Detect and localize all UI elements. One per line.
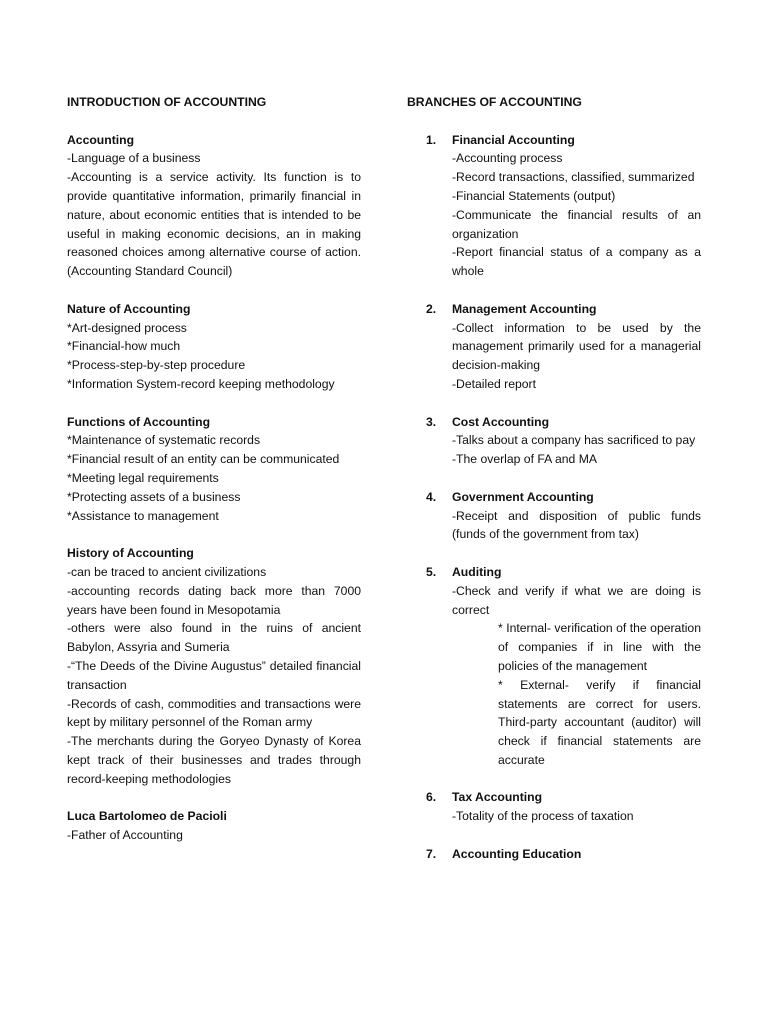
- list-item: -“The Deeds of the Divine Augustus” detailed financial transaction: [67, 658, 361, 692]
- section-heading-nature: Nature of Accounting: [67, 301, 191, 316]
- branch-title: Management Accounting: [452, 301, 597, 316]
- branch-title: Auditing: [452, 564, 502, 579]
- accounting-line: -Language of a business: [67, 151, 201, 166]
- branch-line: -Detailed report: [452, 376, 536, 391]
- list-item: *Financial-how much: [67, 339, 181, 354]
- section-heading-accounting: Accounting: [67, 132, 135, 147]
- list-item: *Financial result of an entity can be communicated: [67, 452, 340, 467]
- list-item: *Process-step-by-step procedure: [67, 358, 246, 373]
- branch-title: Financial Accounting: [452, 132, 575, 147]
- section-heading-pacioli: Luca Bartolomeo de Pacioli: [67, 809, 227, 824]
- branch-number: 5.: [426, 564, 437, 579]
- branch-line: -The overlap of FA and MA: [452, 452, 597, 467]
- page-title: INTRODUCTION OF ACCOUNTING: [67, 95, 267, 109]
- pacioli-line: -Father of Accounting: [67, 828, 183, 843]
- branch-number: 6.: [426, 790, 437, 805]
- list-item: *Assistance to management: [67, 508, 219, 523]
- branch-title: Tax Accounting: [452, 790, 543, 805]
- list-item: -The merchants during the Goryeo Dynasty of Korea kept track of their businesses and trades through record-keeping methodologies: [67, 734, 361, 786]
- list-item: -accounting records dating back more than 7000 years have been found in Mesopotamia: [67, 583, 361, 617]
- branches-title: BRANCHES OF ACCOUNTING: [407, 95, 582, 109]
- section-heading-functions: Functions of Accounting: [67, 414, 211, 429]
- branch-number: 7.: [426, 846, 437, 861]
- branch-line: -Financial Statements (output): [452, 188, 616, 203]
- list-item: *Maintenance of systematic records: [67, 433, 261, 448]
- branch-title: Government Accounting: [452, 489, 594, 504]
- list-item: *Art-designed process: [67, 320, 187, 335]
- branch-item: [407, 563, 701, 770]
- branch-line: -Record transactions, classified, summarized: [452, 170, 695, 185]
- list-item: -can be traced to ancient civilizations: [67, 564, 267, 579]
- branch-item: [407, 413, 701, 469]
- branch-line: -Communicate the financial results of an organization: [452, 207, 701, 241]
- branch-line: -Report financial status of a company as a whole: [452, 245, 701, 279]
- section-heading-history: History of Accounting: [67, 546, 194, 561]
- branch-line: -Talks about a company has sacrificed to pay: [452, 433, 696, 448]
- branch-line: -Collect information to be used by the management primarily used for a managerial decision-making: [452, 320, 701, 373]
- list-item: *Meeting legal requirements: [67, 470, 219, 485]
- list-item: *Information System-record keeping methodology: [67, 376, 335, 391]
- accounting-paragraph: -Accounting is a service activity. Its function is to provide quantitative information, primarily financial in nature, about economic entities that is intended to be useful in making economic decisions, an in making reasoned choices among alternative course of action. (Accounting Standard Council): [67, 170, 361, 279]
- list-item: -Records of cash, commodities and transactions were kept by military personnel of the Roman army: [67, 696, 361, 730]
- branch-item: [407, 300, 701, 394]
- branch-item: [407, 488, 701, 544]
- branch-title: Accounting Education: [452, 846, 582, 861]
- branch-number: 3.: [426, 414, 437, 429]
- branch-item: [407, 845, 701, 864]
- left-column: [67, 93, 361, 845]
- list-item: *Protecting assets of a business: [67, 489, 241, 504]
- branch-title: Cost Accounting: [452, 414, 550, 429]
- branch-number: 1.: [426, 132, 437, 147]
- branch-line: -Totality of the process of taxation: [452, 809, 634, 824]
- auditing-sub-bullet: * External- verify if financial statements are correct for users. Third-party accountant (auditor) will check if financial statements are accurate: [498, 677, 701, 767]
- branch-item: [407, 788, 701, 826]
- branch-line: -Accounting process: [452, 151, 563, 166]
- branch-number: 4.: [426, 489, 437, 504]
- branch-item: [407, 131, 701, 281]
- branch-line: -Receipt and disposition of public funds (funds of the government from tax): [452, 508, 701, 542]
- auditing-sub-bullet: * Internal- verification of the operation of companies if in line with the policies of the management: [498, 621, 701, 673]
- list-item: -others were also found in the ruins of ancient Babylon, Assyria and Sumeria: [67, 621, 361, 655]
- branch-number: 2.: [426, 301, 437, 316]
- right-column: [407, 93, 701, 864]
- branch-line: -Check and verify if what we are doing is correct: [452, 583, 701, 617]
